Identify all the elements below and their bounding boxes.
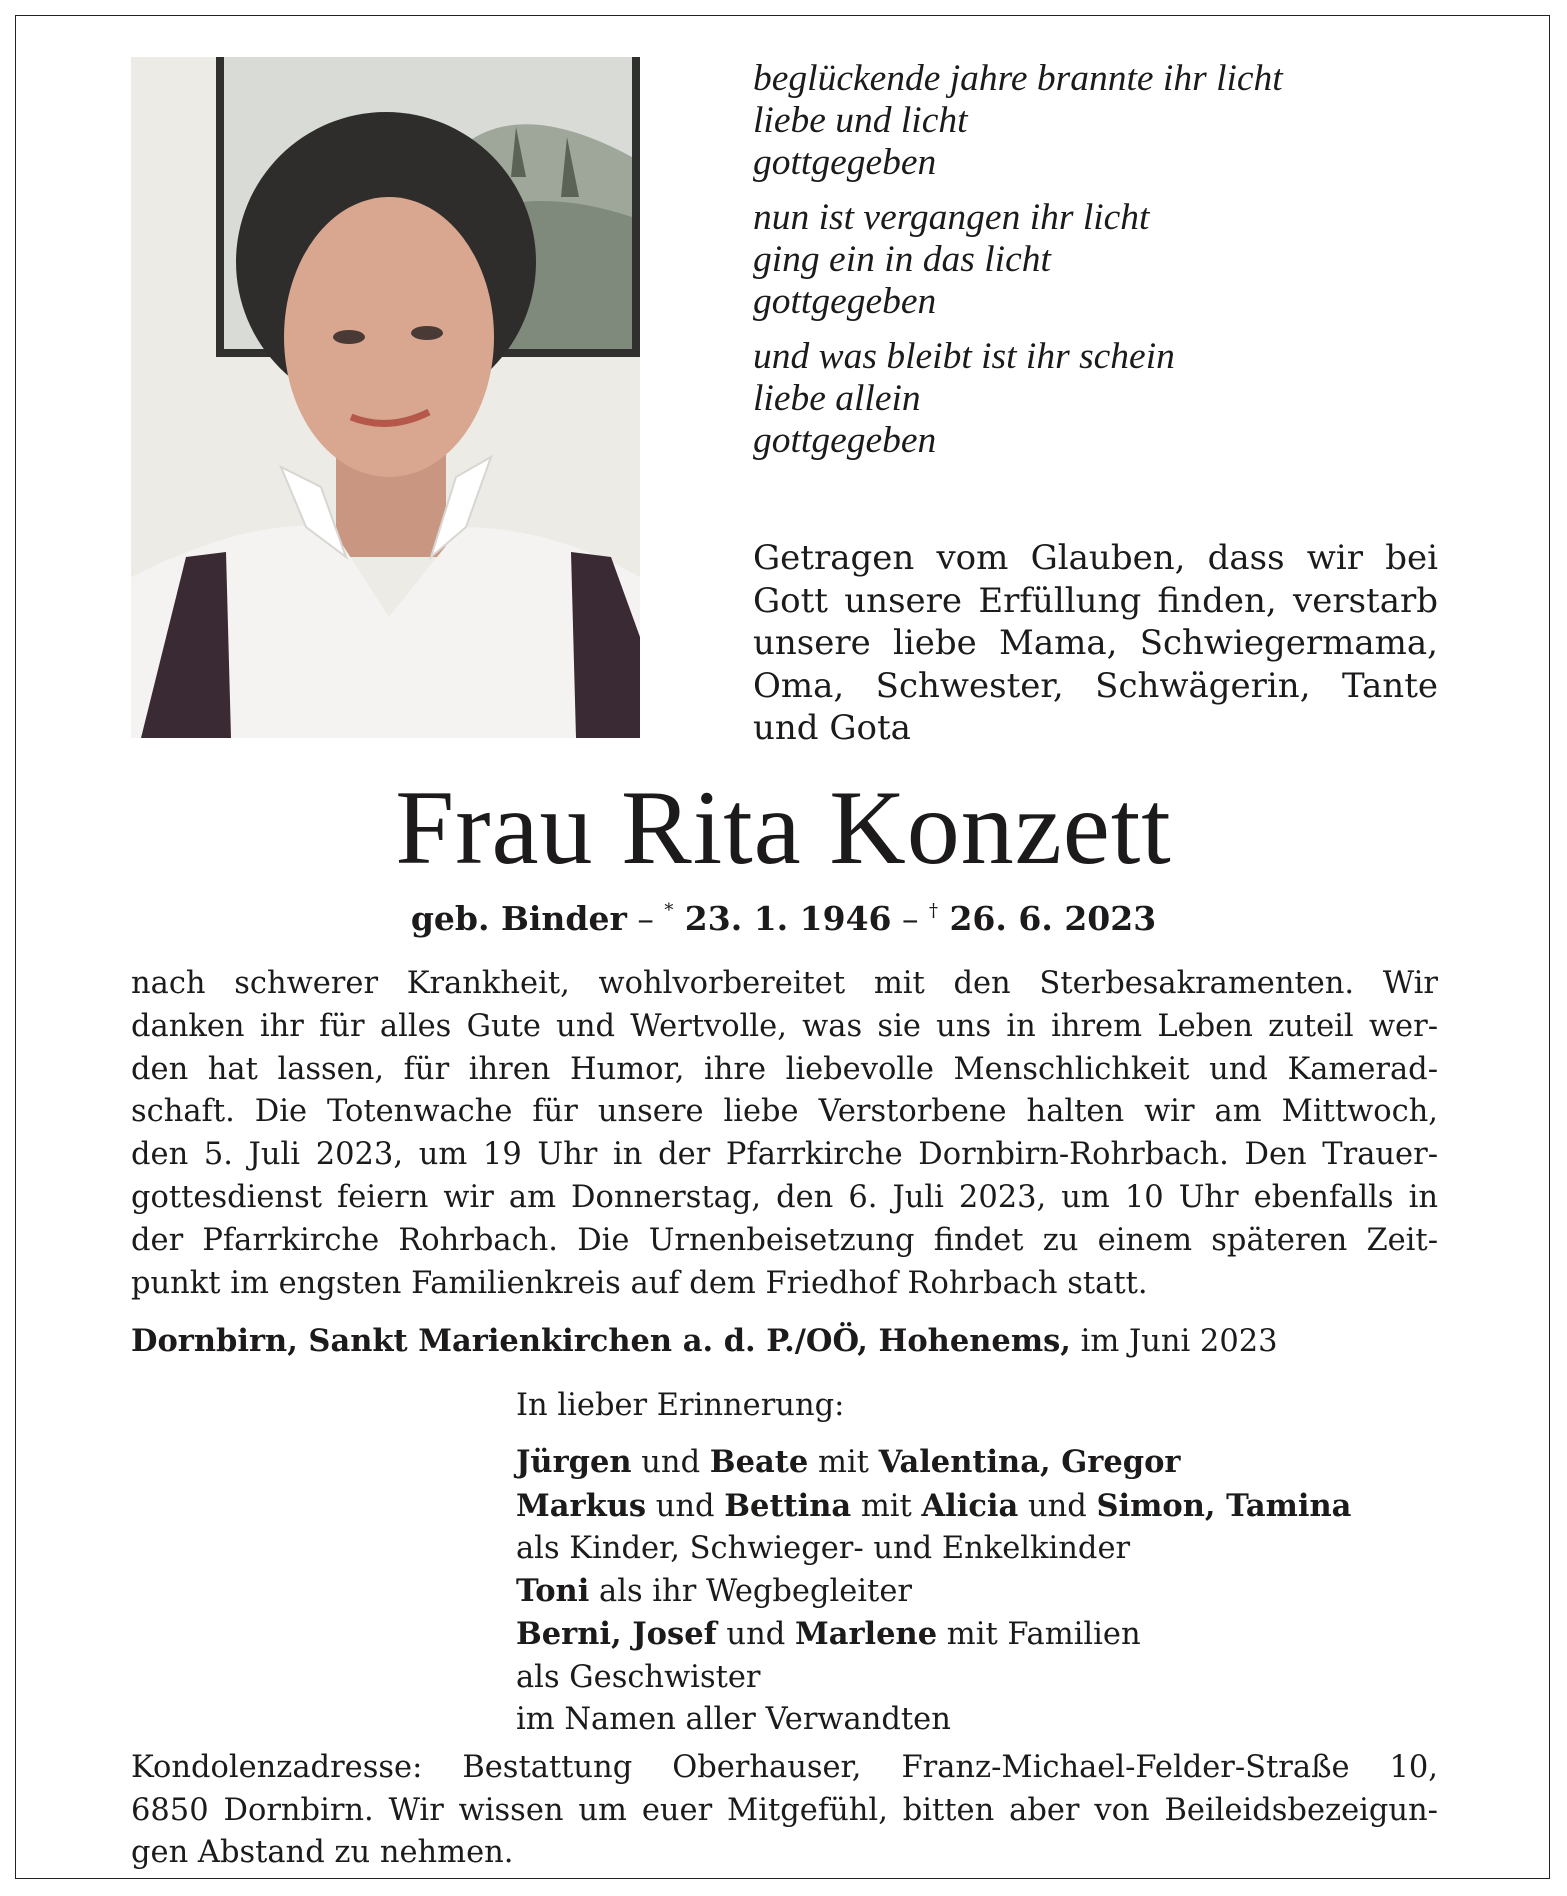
- body-line: gottesdienst feiern wir am Donnerstag, den 6. Juli 2023, um 10 Uhr ebenfalls in: [131, 1179, 1438, 1215]
- intro-text: Getragen vom Glauben, dass wir bei Gott unsere Erfüllung finden, verstarb unsere liebe Mama, Schwiegermama, Oma, Schwester, Schwägerin, Tante und Gota: [753, 538, 1438, 748]
- poem-line: gottgegeben: [753, 420, 937, 461]
- connector-text: mit Familien: [937, 1617, 1141, 1653]
- body-text: [131, 963, 1438, 1305]
- mourner-name: Jürgen: [516, 1444, 632, 1481]
- connector-text: mit: [808, 1445, 879, 1481]
- body-line: nach schwerer Krankheit, wohlvorbereitet mit den Sterbesakramenten. Wir: [131, 966, 1438, 1001]
- poem-line: liebe allein: [753, 378, 921, 419]
- poem-stanza: [753, 58, 1453, 184]
- body-line: den 5. Juli 2023, um 19 Uhr in der Pfarrkirche Dornbirn-Rohrbach. Den Trauer-: [131, 1137, 1438, 1173]
- body-line: danken ihr für alles Gute und Wertvolle, was sie uns in ihrem Leben zuteil wer-: [131, 1008, 1438, 1044]
- condolence-line: 6850 Dornbirn. Wir wissen um euer Mitgefühl, bitten aber von Beileidsbezeigun-: [131, 1792, 1438, 1828]
- poem-line: nun ist vergangen ihr licht: [753, 197, 1150, 238]
- connector-text: und: [646, 1488, 725, 1524]
- mourner-line: [516, 1485, 1446, 1528]
- poem-line: gottgegeben: [753, 281, 937, 322]
- connector-text: mit: [851, 1488, 922, 1524]
- mourners-block: [516, 1385, 1446, 1741]
- condolence-line: gen Abstand zu nehmen.: [131, 1835, 514, 1870]
- birth-date: 23. 1. 1946: [673, 899, 892, 938]
- poem-line: gottgegeben: [753, 142, 937, 183]
- body-line: schaft. Die Totenwache für unsere liebe Verstorbene halten wir am Mittwoch,: [131, 1094, 1438, 1130]
- poem: [753, 58, 1453, 475]
- mourner-name: Beate: [709, 1444, 809, 1481]
- mourner-name: Markus: [516, 1487, 647, 1524]
- condolence-line: Kondolenzadresse: Bestattung Oberhauser, Franz-Michael-Felder-Straße 10,: [131, 1750, 1438, 1785]
- poem-line: ging ein in das licht: [753, 239, 1051, 280]
- life-dates: [0, 898, 1567, 940]
- body-line: punkt im engsten Familienkreis auf dem Friedhof Rohrbach statt.: [131, 1265, 1148, 1301]
- poem-line: beglückende jahre brannte ihr licht: [753, 58, 1283, 99]
- connector-text: als ihr Wegbegleiter: [589, 1574, 912, 1610]
- poem-line: liebe und licht: [753, 100, 968, 141]
- connector-text: und: [631, 1445, 710, 1481]
- dash: –: [626, 899, 665, 938]
- body-line: der Pfarrkirche Rohrbach. Die Urnenbeisetzung findet zu einem späteren Zeit-: [131, 1222, 1438, 1258]
- mourner-line: als Geschwister: [516, 1659, 761, 1695]
- place-date-line: [131, 1320, 1438, 1363]
- mourner-name: Bettina: [724, 1487, 852, 1524]
- mourner-line: im Namen aller Verwandten: [516, 1702, 951, 1738]
- portrait-photo: [131, 57, 640, 738]
- mourner-name: Marlene: [794, 1616, 938, 1653]
- mourner-line: [516, 1613, 1446, 1656]
- mourner-name: Alicia: [921, 1487, 1019, 1524]
- mourner-name: Valentina, Gregor: [878, 1444, 1181, 1481]
- connector-text: und: [1018, 1488, 1097, 1524]
- birth-symbol: *: [664, 900, 674, 921]
- mourner-line: [516, 1570, 1446, 1613]
- condolence-address: [131, 1747, 1438, 1875]
- death-symbol: †: [928, 900, 938, 921]
- mourner-name: Simon, Tamina: [1096, 1487, 1352, 1524]
- maiden-name: geb. Binder: [410, 899, 627, 938]
- poem-line: und was bleibt ist ihr schein: [753, 336, 1175, 377]
- connector-text: und: [716, 1617, 795, 1653]
- mourner-line: [516, 1441, 1446, 1484]
- mourner-name: Berni, Josef: [516, 1616, 717, 1653]
- places: Dornbirn, Sankt Marienkirchen a. d. P./OÖ, Hohenems,: [131, 1323, 1071, 1359]
- death-date: 26. 6. 2023: [937, 899, 1157, 938]
- month-year: im Juni 2023: [1070, 1324, 1278, 1359]
- mourner-name: Toni: [516, 1573, 590, 1610]
- memory-heading: In lieber Erinnerung:: [516, 1388, 845, 1423]
- poem-stanza: [753, 197, 1453, 323]
- dash: –: [891, 899, 929, 938]
- poem-stanza: [753, 336, 1453, 462]
- deceased-name: Frau Rita Konzett: [395, 769, 1172, 886]
- mourner-line: als Kinder, Schwieger- und Enkelkinder: [516, 1530, 1131, 1566]
- body-line: den hat lassen, für ihren Humor, ihre liebevolle Menschlichkeit und Kamerad-: [131, 1051, 1438, 1087]
